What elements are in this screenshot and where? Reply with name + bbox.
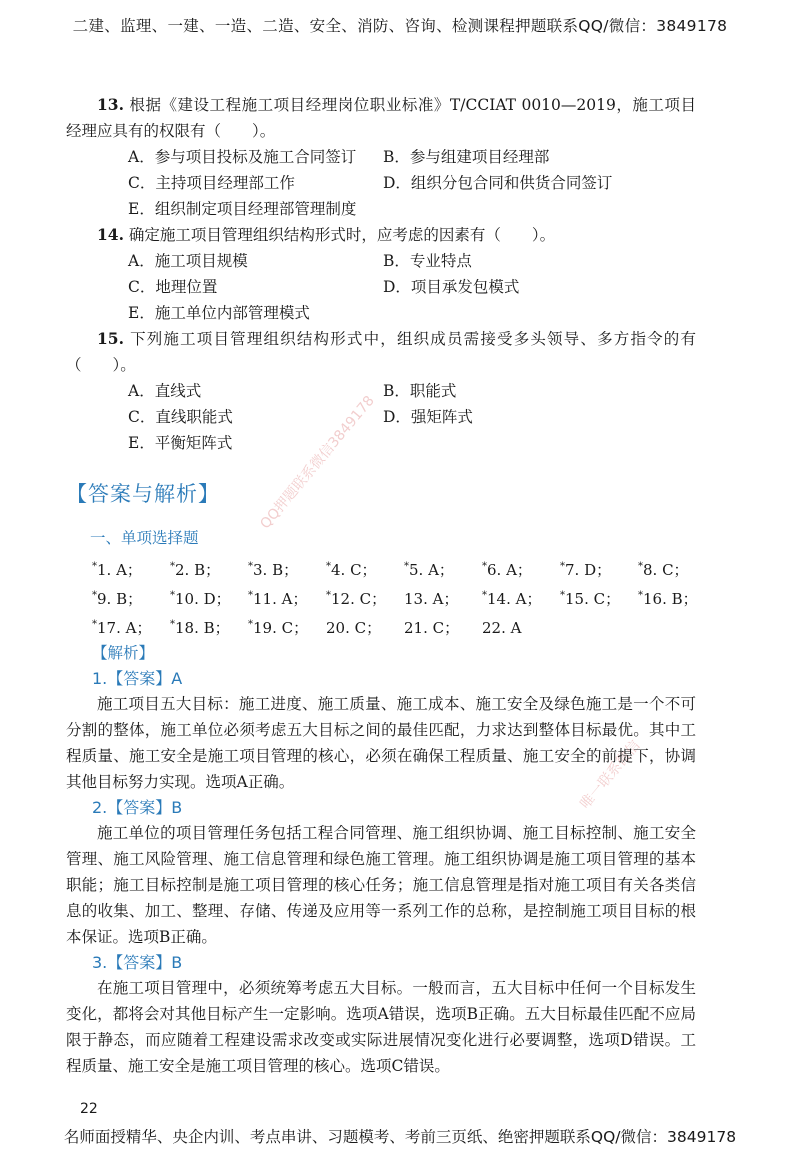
star-mark: * (170, 619, 175, 630)
options (128, 248, 696, 326)
answer-text: 10. D； (175, 590, 231, 608)
question-14 (66, 222, 696, 326)
star-mark: * (92, 619, 97, 630)
answer-item (638, 554, 716, 583)
answer-item (170, 583, 248, 612)
answer-item (170, 612, 248, 641)
analysis-label: 【解析】 (92, 644, 155, 662)
answer-item (482, 612, 560, 641)
explanation-1 (66, 666, 696, 795)
explanation-heading: 2.【答案】B (92, 798, 183, 817)
explanation-3 (66, 950, 696, 1079)
star-mark: * (560, 561, 565, 572)
answer-text: 18. B； (175, 619, 230, 637)
answer-text: 8. C； (643, 561, 689, 579)
answer-text: 20. C； (326, 619, 382, 637)
explanation-text: 在施工项目管理中，必须统筹考虑五大目标。一般而言，五大目标中任何一个目标发生变化，都将会对其他目标产生一定影响。选项A错误，选项B正确。五大目标最佳匹配不应局限于静态，而应随着工程建设需求改变或实际进展情况变化进行必要调整，选项D错误。工程质量、施工安全是施工项目管理的核心。选项C错误。 (66, 979, 696, 1075)
sub-title: 一、单项选择题 (90, 529, 199, 547)
option-d: D．组织分包合同和供货合同签订 (383, 174, 613, 192)
answer-item (326, 612, 404, 641)
answer-text: 9. B； (97, 590, 143, 608)
answer-item (92, 612, 170, 641)
option-c: C．主持项目经理部工作 (128, 174, 295, 192)
option-a: A．直线式 (128, 382, 202, 400)
explanation-2 (66, 795, 696, 950)
option-e: E．施工单位内部管理模式 (128, 304, 310, 322)
answer-item (482, 554, 560, 583)
explanation-text: 施工单位的项目管理任务包括工程合同管理、施工组织协调、施工目标控制、施工安全管理、施工风险管理、施工信息管理和绿色施工管理。施工组织协调是施工项目管理的基本职能；施工目标控制是施工项目管理的核心任务；施工信息管理是指对施工项目有关各类信息的收集、加工、整理、存储、传递及应用等一系列工作的总称，是控制施工项目目标的根本保证。选项B正确。 (66, 824, 696, 946)
star-mark: * (638, 590, 643, 601)
answer-item (248, 583, 326, 612)
question-number: 13. (97, 95, 124, 114)
explanation-heading: 1.【答案】A (92, 669, 183, 688)
answer-text: 17. A； (97, 619, 152, 637)
option-c: C．直线职能式 (128, 408, 233, 426)
answer-item (248, 554, 326, 583)
answer-item (92, 583, 170, 612)
star-mark: * (560, 590, 565, 601)
answer-text: 7. D； (565, 561, 612, 579)
answer-text: 16. B； (643, 590, 698, 608)
option-b: B．职能式 (383, 382, 457, 400)
question-stem: 确定施工项目管理组织结构形式时，应考虑的因素有（ ）。 (128, 226, 556, 244)
question-stem: 根据《建设工程施工项目经理岗位职业标准》T/CCIAT 0010—2019，施工项目经理应具有的权限有（ ）。 (66, 96, 696, 140)
star-mark: * (92, 561, 97, 572)
option-b: B．专业特点 (383, 252, 472, 270)
option-e: E．组织制定项目经理部管理制度 (128, 200, 357, 218)
star-mark: * (638, 561, 643, 572)
answer-grid (92, 554, 696, 641)
option-b: B．参与组建项目经理部 (383, 148, 550, 166)
answer-text: 13. A； (404, 590, 459, 608)
explanation-heading: 3.【答案】B (92, 953, 183, 972)
answer-text: 2. B； (175, 561, 221, 579)
answer-text: 3. B； (253, 561, 299, 579)
question-15 (66, 326, 696, 456)
option-d: D．项目承发包模式 (383, 278, 520, 296)
answer-item (248, 612, 326, 641)
options (128, 144, 696, 222)
question-number: 15. (97, 329, 124, 348)
explanation-text: 施工项目五大目标：施工进度、施工质量、施工成本、施工安全及绿色施工是一个不可分割的整体，施工单位必须考虑五大目标之间的最佳匹配，力求达到整体目标最优。其中工程质量、施工安全是施工项目管理的核心，必须在确保工程质量、施工安全的前提下，协调其他目标努力实现。选项A正确。 (66, 695, 696, 791)
option-e: E．平衡矩阵式 (128, 434, 233, 452)
answer-text: 12. C； (331, 590, 387, 608)
answer-item (326, 583, 404, 612)
answer-text: 19. C； (253, 619, 309, 637)
star-mark: * (92, 590, 97, 601)
watermark-2: 唯一联系微信 (577, 737, 644, 813)
star-mark: * (248, 590, 253, 601)
page-number: 22 (80, 1101, 98, 1117)
option-d: D．强矩阵式 (383, 408, 473, 426)
answer-item (170, 554, 248, 583)
answer-text: 21. C； (404, 619, 460, 637)
answer-text: 6. A； (487, 561, 532, 579)
answer-text: 22. A (482, 619, 522, 637)
answer-text: 4. C； (331, 561, 377, 579)
question-stem: 下列施工项目管理组织结构形式中，组织成员需接受多头领导、多方指令的有（ ）。 (66, 330, 696, 374)
question-number: 14. (97, 225, 124, 244)
answer-item (560, 554, 638, 583)
star-mark: * (482, 561, 487, 572)
answer-item (638, 583, 716, 612)
answer-text: 1. A； (97, 561, 142, 579)
option-a: A．参与项目投标及施工合同签订 (128, 148, 357, 166)
answer-item (404, 583, 482, 612)
answer-item (560, 583, 638, 612)
answer-item (404, 612, 482, 641)
option-a: A．施工项目规模 (128, 252, 248, 270)
star-mark: * (248, 561, 253, 572)
page-footer: 名师面授精华、央企内训、考点串讲、习题模考、考前三页纸、绝密押题联系QQ/微信：3849178 (63, 1128, 737, 1146)
star-mark: * (482, 590, 487, 601)
answer-item (404, 554, 482, 583)
option-c: C．地理位置 (128, 278, 218, 296)
star-mark: * (404, 561, 409, 572)
answer-item (482, 583, 560, 612)
answer-item (92, 554, 170, 583)
answer-text: 15. C； (565, 590, 621, 608)
section-title: 【答案与解析】 (66, 482, 220, 506)
question-13 (66, 92, 696, 222)
star-mark: * (326, 561, 331, 572)
answer-text: 14. A； (487, 590, 542, 608)
options (128, 378, 696, 456)
page-header: 二建、监理、一建、一造、二造、安全、消防、咨询、检测课程押题联系QQ/微信：3849178 (72, 17, 728, 35)
watermark-1: QQ押题联系微信3849178 (257, 392, 378, 533)
answer-text: 11. A； (253, 590, 308, 608)
star-mark: * (170, 590, 175, 601)
page-content (66, 92, 696, 1079)
answer-text: 5. A； (409, 561, 454, 579)
answer-item (326, 554, 404, 583)
star-mark: * (248, 619, 253, 630)
star-mark: * (326, 590, 331, 601)
star-mark: * (170, 561, 175, 572)
